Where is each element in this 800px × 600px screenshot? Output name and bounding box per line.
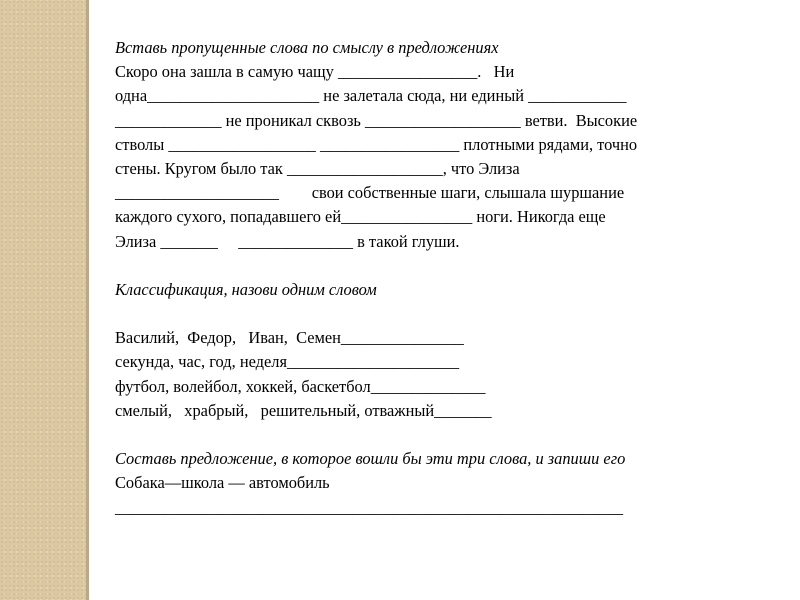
classification-line: Василий, Федор, Иван, Семен_______________ (115, 328, 464, 348)
fill-in-line: _____________ не проникал сквозь ___________________ ветви. Высокие (115, 110, 638, 130)
section-classification-heading: Классификация, назови одним словом (115, 279, 377, 299)
section-fill-in-heading: Вставь пропущенные слова по смыслу в предложениях (115, 38, 499, 57)
fill-in-line: одна_____________________ не залетала сюда, ни единый ____________ (115, 86, 627, 106)
fill-in-line: каждого сухого, попадавшего ей________________ ноги. Никогда еще (115, 207, 606, 227)
fill-in-line: Скоро она зашла в самую чащу _________________. Ни (115, 62, 515, 82)
section-sentence-heading: Составь предложение, в которое вошли бы эти три слова, и запиши его (115, 449, 626, 469)
fill-in-line: ____________________ свои собственные шаги, слышала шуршание (115, 183, 625, 203)
fill-in-line: стволы __________________ _________________ плотными рядами, точно (115, 134, 638, 154)
sentence-words: Собака—школа — автомобиль (115, 473, 330, 493)
sentence-answer-line: ______________________________________________________________ (115, 497, 624, 517)
classification-line: смелый, храбрый, решительный, отважный_______ (115, 400, 492, 420)
classification-line: секунда, час, год, неделя_____________________ (115, 352, 460, 372)
spacer (115, 254, 775, 278)
spacer (115, 423, 775, 447)
fill-in-line: Элиза _______ ______________ в такой глуши. (115, 231, 460, 251)
worksheet (115, 36, 775, 520)
spacer (115, 302, 775, 326)
decorative-side-bar (0, 0, 86, 600)
fill-in-line: стены. Кругом было так ___________________, что Элиза (115, 158, 520, 178)
decorative-side-divider (86, 0, 89, 600)
classification-line: футбол, волейбол, хоккей, баскетбол______________ (115, 376, 486, 396)
